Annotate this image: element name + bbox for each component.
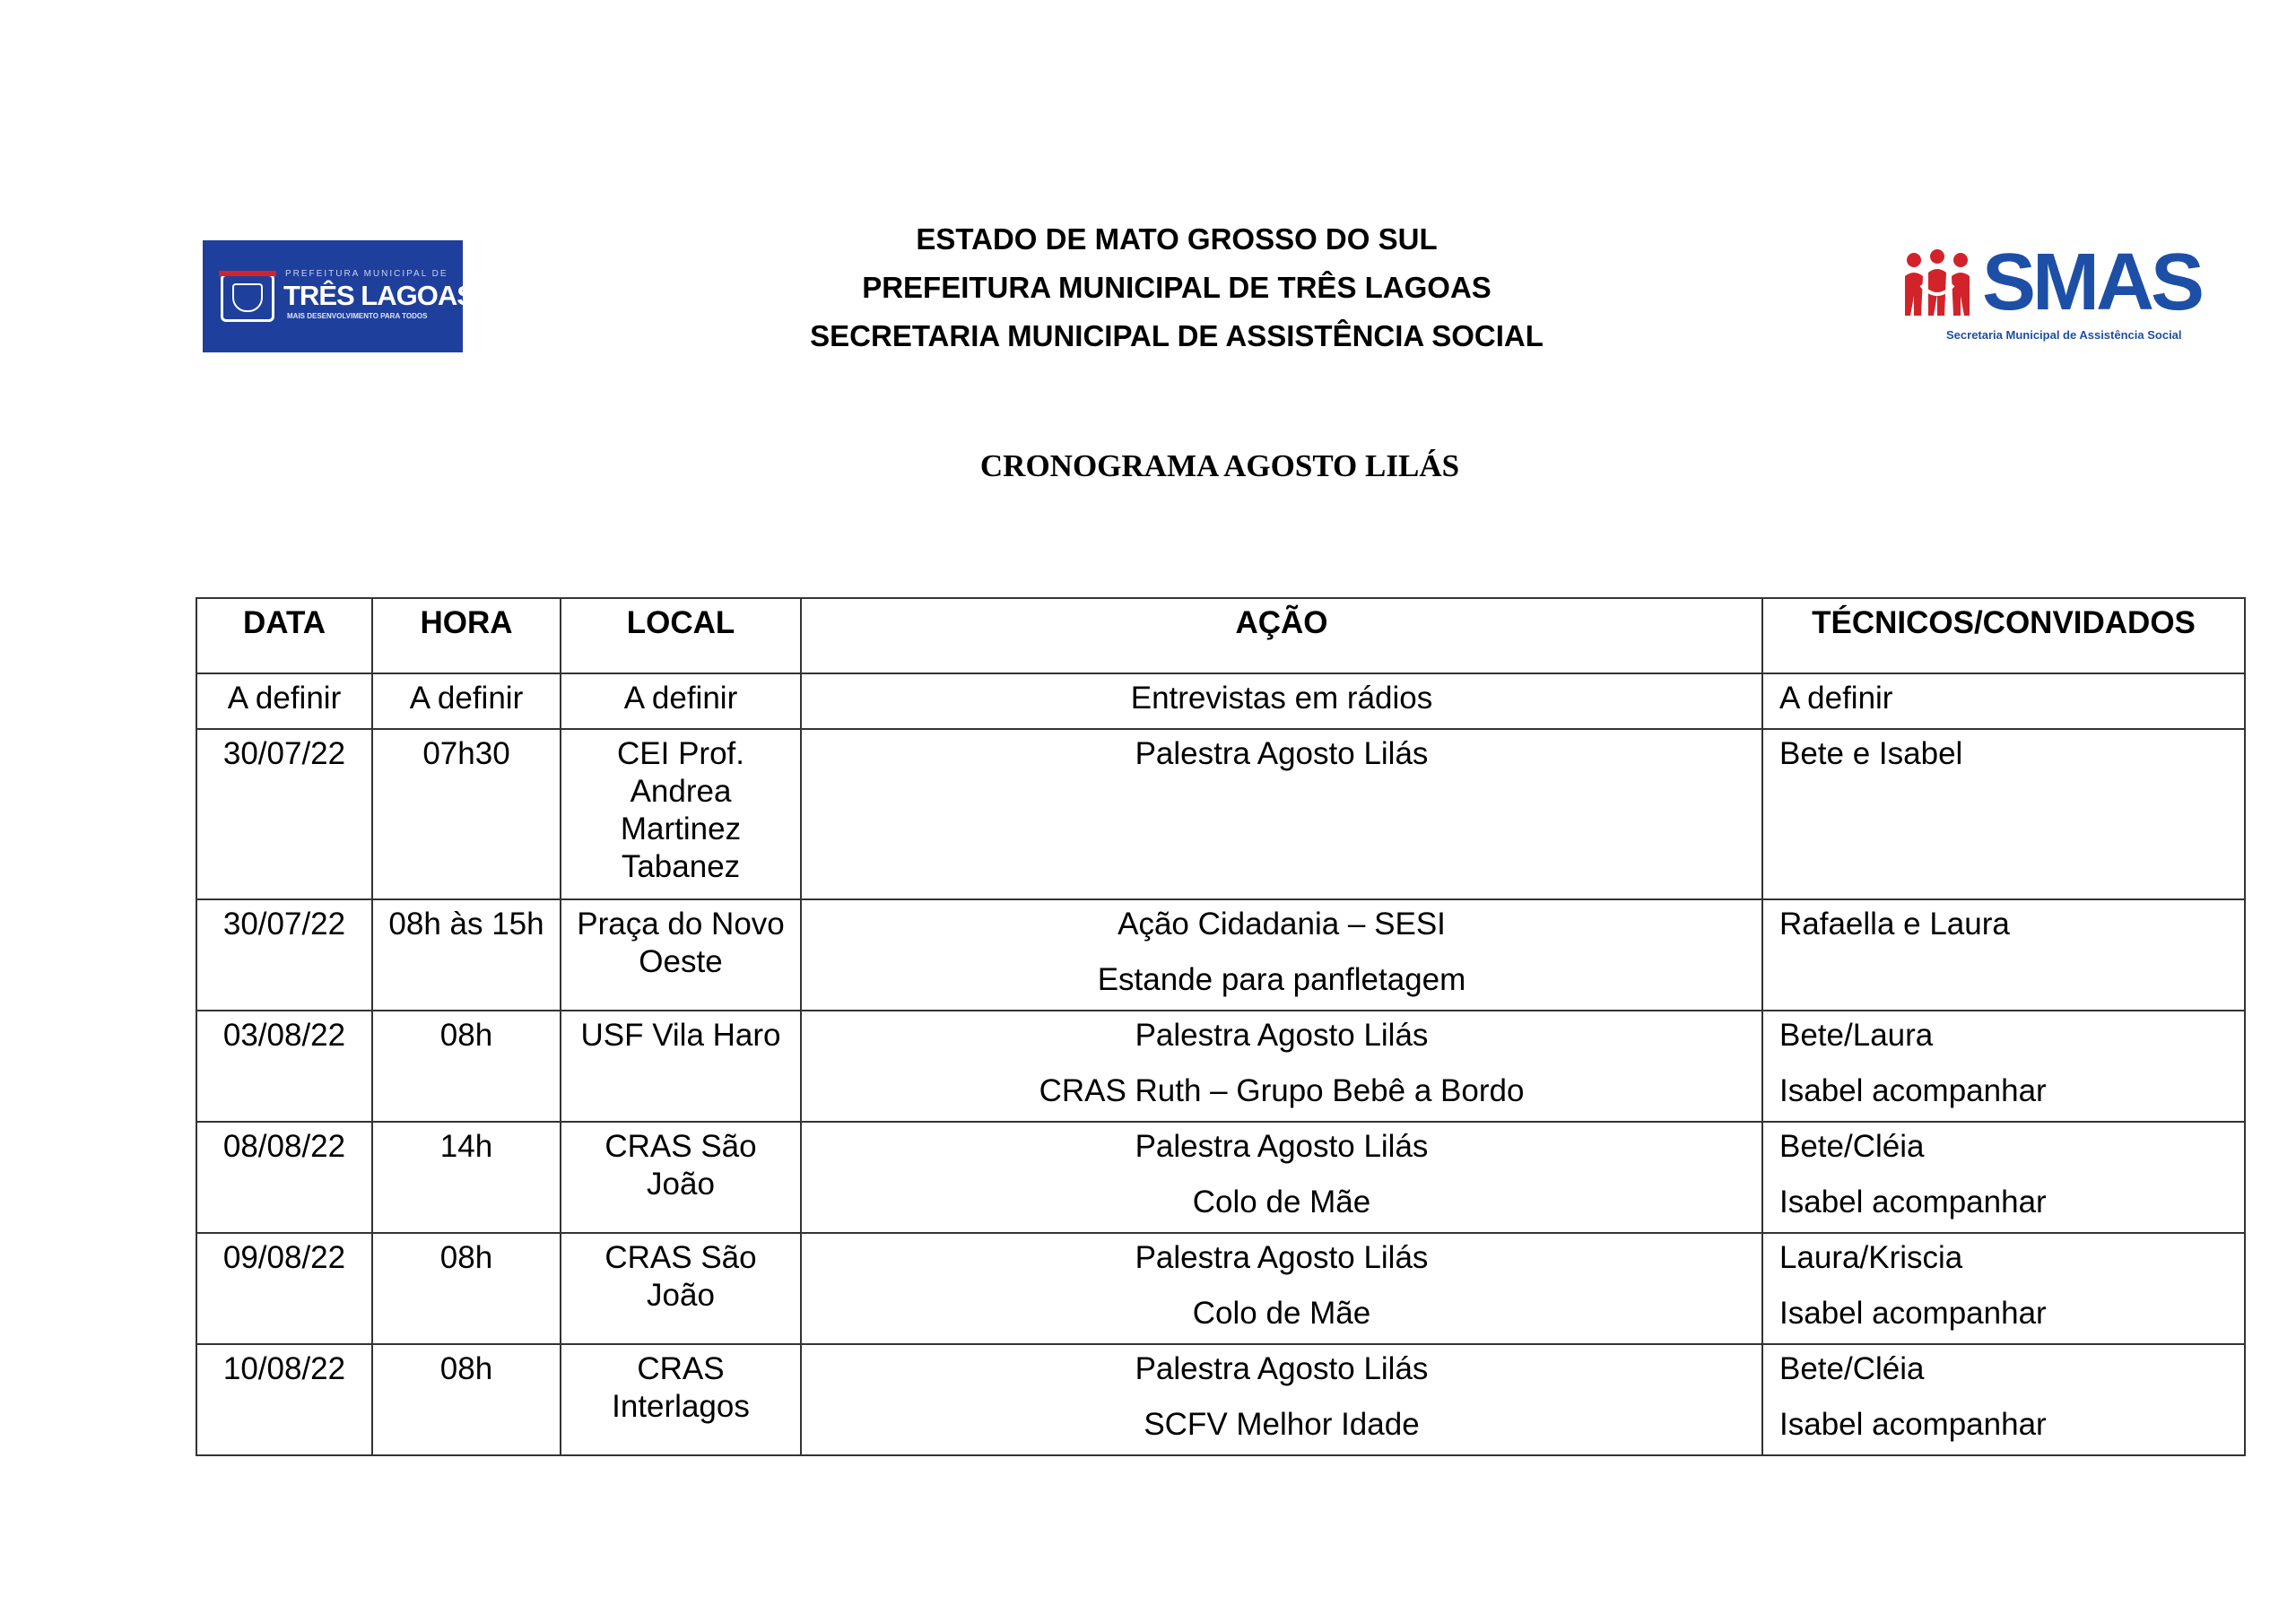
cell-tecnicos-text: Laura/Kriscia xyxy=(1779,1240,1963,1275)
logo-main-text: TRÊS LAGOAS xyxy=(283,280,474,311)
line-gap xyxy=(813,1277,1751,1295)
cell-local xyxy=(561,1344,801,1455)
cell-data xyxy=(196,1233,372,1344)
cell-acao-text: Ação Cidadania – SESI xyxy=(1118,907,1446,942)
cell-acao xyxy=(801,673,1762,729)
cell-hora xyxy=(372,1344,561,1455)
cell-acao xyxy=(801,1011,1762,1122)
cell-acao xyxy=(801,1122,1762,1233)
line-gap xyxy=(1779,1277,2233,1295)
table-header-row xyxy=(196,598,2245,673)
cell-acao-text: Palestra Agosto Lilás xyxy=(1135,1129,1429,1164)
cell-hora-text: 08h xyxy=(439,1351,493,1386)
table-row xyxy=(196,899,2245,1011)
cell-acao-text: Estande para panfletagem xyxy=(1097,962,1466,997)
cell-tecnicos-text: Isabel acompanhar xyxy=(1779,1296,2047,1331)
cell-local-text: CRAS Interlagos xyxy=(612,1351,750,1424)
cell-tecnicos-text: Bete/Cléia xyxy=(1779,1351,1925,1386)
cell-tecnicos-text: Isabel acompanhar xyxy=(1779,1073,2047,1108)
header-line-state: ESTADO DE MATO GROSSO DO SUL xyxy=(916,222,1438,256)
logo-top-text: PREFEITURA MUNICIPAL DE xyxy=(285,269,448,279)
column-header-hora: HORA xyxy=(372,598,561,673)
line-gap xyxy=(1779,1388,2233,1406)
table-row xyxy=(196,1233,2245,1344)
cell-tecnicos xyxy=(1762,1344,2245,1455)
cell-acao-text: SCFV Melhor Idade xyxy=(1144,1407,1420,1442)
cell-data-text: 30/07/22 xyxy=(222,736,346,771)
cell-data-text: 10/08/22 xyxy=(222,1351,346,1386)
cell-local-text: CEI Prof. Andrea Martinez Tabanez xyxy=(617,736,744,884)
cell-local xyxy=(561,1011,801,1122)
column-header-local: LOCAL xyxy=(561,598,801,673)
cell-local-text: USF Vila Haro xyxy=(580,1018,781,1053)
cell-data xyxy=(196,1344,372,1455)
line-gap xyxy=(1779,1055,2233,1072)
cell-acao xyxy=(801,1344,1762,1455)
cell-hora-text: 08h xyxy=(439,1018,493,1053)
cell-tecnicos-text: Isabel acompanhar xyxy=(1779,1407,2047,1442)
cell-local xyxy=(561,729,801,899)
cell-hora-text: 08h às 15h xyxy=(388,907,544,942)
column-header-data: DATA xyxy=(196,598,372,673)
cell-data xyxy=(196,1011,372,1122)
cell-data xyxy=(196,729,372,899)
line-gap xyxy=(1779,1166,2233,1184)
table-row xyxy=(196,1011,2245,1122)
cell-acao xyxy=(801,729,1762,899)
cell-data-text: 30/07/22 xyxy=(222,907,346,942)
cell-tecnicos-text: Isabel acompanhar xyxy=(1779,1185,2047,1219)
table-row xyxy=(196,1122,2245,1233)
cell-tecnicos-text: Bete/Laura xyxy=(1779,1018,1934,1053)
smas-logo xyxy=(1901,238,2202,350)
smas-wordmark: SMAS xyxy=(1982,238,2202,327)
cell-hora xyxy=(372,1011,561,1122)
cell-acao-text: Palestra Agosto Lilás xyxy=(1135,1018,1429,1053)
line-gap xyxy=(813,1166,1751,1184)
document-title: CRONOGRAMA AGOSTO LILÁS xyxy=(979,448,1460,483)
cell-tecnicos xyxy=(1762,729,2245,899)
cell-data-text: 03/08/22 xyxy=(222,1018,346,1053)
cell-acao-text: Colo de Mãe xyxy=(1192,1185,1371,1219)
cell-tecnicos-text: Bete e Isabel xyxy=(1779,736,1963,771)
cell-local xyxy=(561,1233,801,1344)
cell-acao xyxy=(801,899,1762,1011)
column-header-tecnicos: TÉCNICOS/CONVIDADOS xyxy=(1762,598,2245,673)
cell-local xyxy=(561,1122,801,1233)
cell-acao-text: CRAS Ruth – Grupo Bebê a Bordo xyxy=(1039,1073,1525,1108)
smas-subtitle: Secretaria Municipal de Assistência Social xyxy=(1946,328,2182,342)
cell-acao-text: Palestra Agosto Lilás xyxy=(1135,736,1429,771)
line-gap xyxy=(813,1055,1751,1072)
header-line-secretariat: SECRETARIA MUNICIPAL DE ASSISTÊNCIA SOCIAL xyxy=(810,319,1544,352)
cell-hora xyxy=(372,1233,561,1344)
cell-tecnicos-text: Rafaella e Laura xyxy=(1779,907,2010,942)
family-figures-icon xyxy=(1901,249,1973,317)
line-gap xyxy=(813,1388,1751,1406)
cell-hora xyxy=(372,729,561,899)
cell-tecnicos xyxy=(1762,1011,2245,1122)
cell-data xyxy=(196,899,372,1011)
column-header-acao: AÇÃO xyxy=(801,598,1762,673)
cell-tecnicos-text: A definir xyxy=(1779,681,1893,716)
cell-hora-text: 07h30 xyxy=(422,736,510,771)
cell-local-text: Praça do Novo Oeste xyxy=(577,907,785,979)
cell-acao-text: Palestra Agosto Lilás xyxy=(1135,1240,1429,1275)
cell-tecnicos xyxy=(1762,899,2245,1011)
cell-tecnicos xyxy=(1762,1122,2245,1233)
cell-hora-text: A definir xyxy=(409,681,524,716)
cell-local xyxy=(561,673,801,729)
line-gap xyxy=(813,943,1751,961)
cell-hora xyxy=(372,899,561,1011)
logo-tagline: MAIS DESENVOLVIMENTO PARA TODOS xyxy=(287,312,428,320)
cell-local xyxy=(561,899,801,1011)
cell-tecnicos xyxy=(1762,673,2245,729)
cell-data-text: 08/08/22 xyxy=(222,1129,346,1164)
cell-local-text: A definir xyxy=(623,681,738,716)
cell-acao-text: Colo de Mãe xyxy=(1192,1296,1371,1331)
cell-local-text: CRAS São João xyxy=(604,1240,757,1313)
cell-acao-text: Entrevistas em rádios xyxy=(1130,681,1433,716)
table-row xyxy=(196,673,2245,729)
cell-hora xyxy=(372,1122,561,1233)
cell-acao xyxy=(801,1233,1762,1344)
table-row xyxy=(196,729,2245,899)
cell-acao-text: Palestra Agosto Lilás xyxy=(1135,1351,1429,1386)
cell-tecnicos xyxy=(1762,1233,2245,1344)
table-row xyxy=(196,1344,2245,1455)
cell-data-text: 09/08/22 xyxy=(222,1240,346,1275)
cell-hora xyxy=(372,673,561,729)
cell-data-text: A definir xyxy=(227,681,342,716)
header-line-prefecture: PREFEITURA MUNICIPAL DE TRÊS LAGOAS xyxy=(862,271,1492,304)
cell-hora-text: 08h xyxy=(439,1240,493,1275)
cell-data xyxy=(196,1122,372,1233)
cell-data xyxy=(196,673,372,729)
cell-hora-text: 14h xyxy=(439,1129,493,1164)
cell-local-text: CRAS São João xyxy=(604,1129,757,1202)
schedule-table xyxy=(196,597,2246,1456)
cell-tecnicos-text: Bete/Cléia xyxy=(1779,1129,1925,1164)
